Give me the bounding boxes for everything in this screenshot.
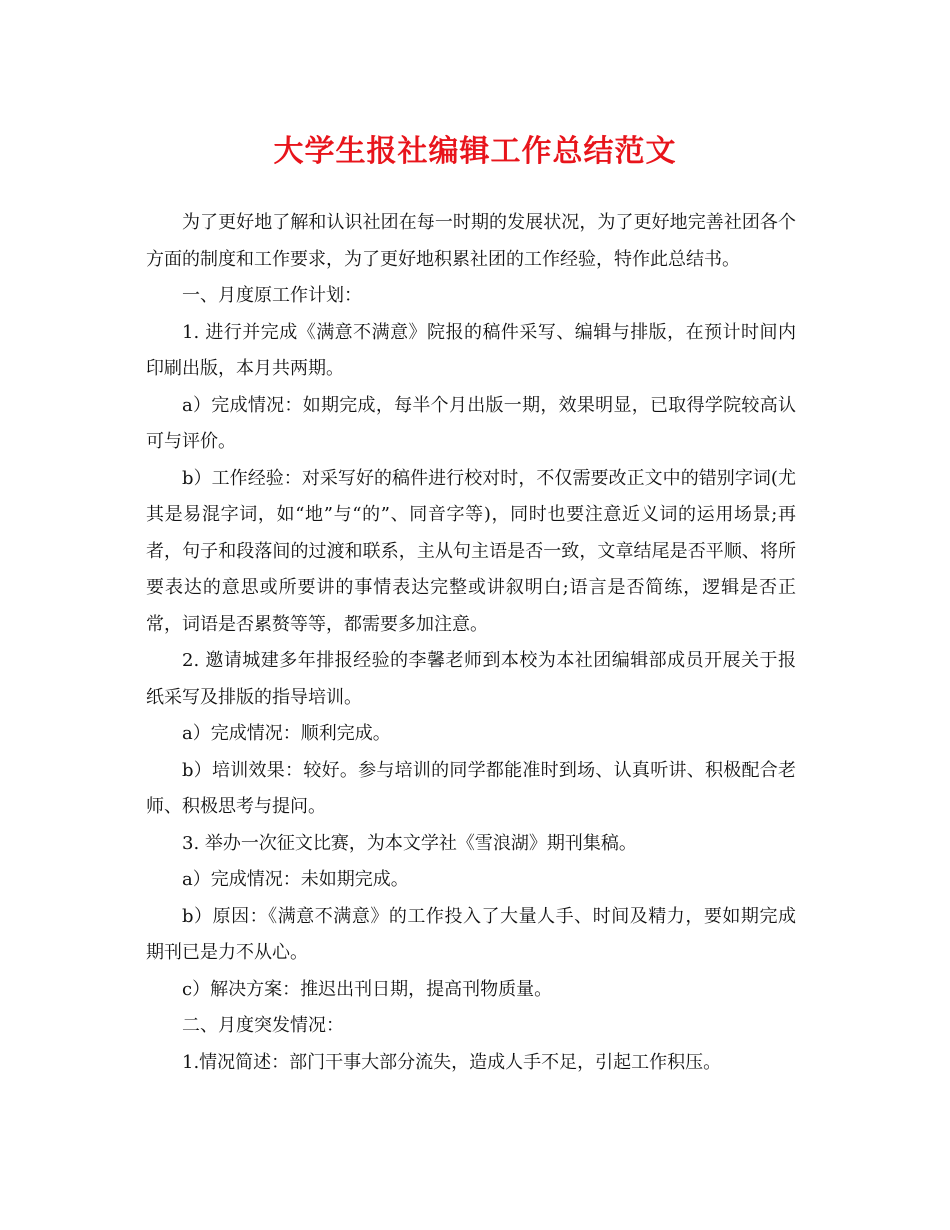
plan-item-1-status: a）完成情况：如期完成，每半个月出版一期，效果明显，已取得学院较高认可与评价。 — [146, 394, 796, 452]
paragraph-intro: 为了更好地了解和认识社团在每一时期的发展状况，为了更好地完善社团各个方面的制度和工作要求，为了更好地积累社团的工作经验，特作此总结书。 — [146, 212, 796, 270]
emergency-item-1: 1.情况简述：部门干事大部分流失，造成人手不足，引起工作积压。 — [182, 1051, 722, 1073]
plan-item-3-solution: c）解决方案：推迟出刊日期，提高刊物质量。 — [182, 978, 553, 1000]
plan-item-3: 3. 举办一次征文比赛，为本文学社《雪浪湖》期刊集稿。 — [182, 832, 637, 854]
heading-original-plan: 一、月度原工作计划： — [182, 285, 362, 306]
plan-item-3-status: a）完成情况：未如期完成。 — [182, 869, 409, 890]
document-body — [146, 205, 796, 1081]
plan-item-2-status: a）完成情况：顺利完成。 — [182, 723, 391, 744]
plan-item-2-effect: b）培训效果：较好。参与培训的同学都能准时到场、认真听讲、积极配合老师、积极思考与提问。 — [146, 759, 796, 817]
document-title: 大学生报社编辑工作总结范文 — [273, 134, 677, 169]
plan-item-3-reason: b）原因：《满意不满意》的工作投入了大量人手、时间及精力，要如期完成期刊已是力不从心。 — [146, 905, 796, 963]
heading-emergencies: 二、月度突发情况： — [182, 1015, 344, 1036]
plan-item-1: 1. 进行并完成《满意不满意》院报的稿件采写、编辑与排版，在预计时间内印刷出版，本月共两期。 — [146, 321, 796, 379]
plan-item-1-experience: b）工作经验：对采写好的稿件进行校对时，不仅需要改正文中的错别字词(尤其是易混字词，如“地”与“的”、同音字等)，同时也要注意近义词的运用场景;再者，句子和段落间的过渡和联系，主从句主语是否一致，文章结尾是否平顺、将所要表达的意思或所要讲的事情表达完整或讲叙明白;语言是否简练，逻辑是否正常，词语是否累赘等等，都需要多加注意。 — [146, 467, 796, 635]
plan-item-2: 2. 邀请城建多年排报经验的李馨老师到本校为本社团编辑部成员开展关于报纸采写及排版的指导培训。 — [146, 650, 796, 708]
